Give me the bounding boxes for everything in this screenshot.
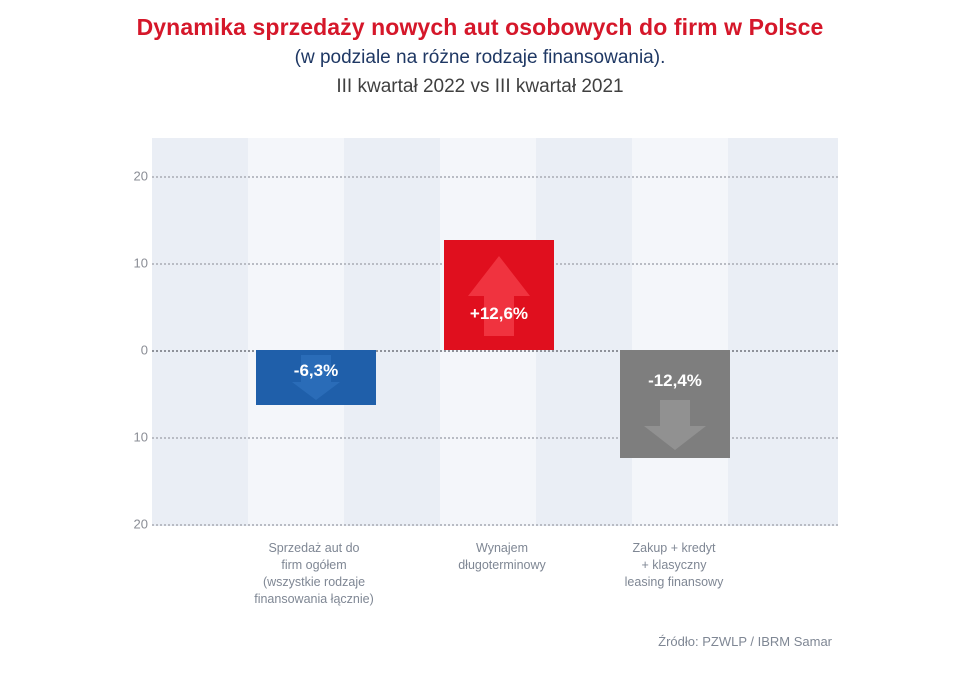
gridline-minus-20 bbox=[152, 524, 838, 526]
arrow-down-icon-2 bbox=[620, 350, 730, 458]
plot-band-1 bbox=[152, 138, 248, 526]
y-tick-label-minus-20: 20 bbox=[133, 516, 148, 532]
x-category-label-3-line-1: Zakup + kredyt bbox=[632, 541, 716, 555]
x-category-label-2 bbox=[412, 540, 592, 574]
chart-plot-area bbox=[152, 138, 838, 526]
plot-band-3 bbox=[344, 138, 440, 526]
x-category-label-1-line-4: finansowania łącznie) bbox=[254, 592, 374, 606]
page-subtitle: (w podziale na różne rodzaje finansowania). bbox=[294, 47, 666, 68]
bar-value-label-1: -6,3% bbox=[293, 361, 339, 380]
y-tick-label-10: 10 bbox=[133, 255, 148, 271]
bar-zakup-kredyt-leasing[interactable] bbox=[620, 350, 730, 458]
y-tick-label-0: 0 bbox=[140, 342, 148, 358]
bar-value-label-3: -12,4% bbox=[648, 371, 702, 390]
bar-wynajem-dlugoterminowy[interactable] bbox=[444, 240, 554, 350]
x-category-label-1-line-1: Sprzedaż aut do bbox=[268, 541, 360, 555]
arrow-up-icon bbox=[444, 240, 554, 350]
bar-sprzedaz-aut-do-firm-ogolem[interactable] bbox=[256, 350, 376, 405]
x-category-label-1-line-2: firm ogółem bbox=[281, 558, 347, 572]
gridline-20 bbox=[152, 176, 838, 178]
x-category-label-1 bbox=[224, 540, 404, 608]
gridline-minus-10 bbox=[152, 437, 838, 439]
plot-band-7 bbox=[728, 138, 838, 526]
source-note: Źródło: PZWLP / IBRM Samar bbox=[658, 634, 832, 649]
x-category-label-2-line-1: Wynajem bbox=[476, 541, 528, 555]
y-tick-label-20: 20 bbox=[133, 168, 148, 184]
x-category-label-1-line-3: (wszystkie rodzaje bbox=[262, 575, 366, 589]
plot-band-2 bbox=[248, 138, 344, 526]
x-category-label-3-line-3: leasing finansowy bbox=[624, 575, 724, 589]
x-category-label-2-line-2: długoterminowy bbox=[458, 558, 546, 572]
page-title: Dynamika sprzedaży nowych aut osobowych do firm w Polsce bbox=[136, 14, 824, 40]
x-category-label-3 bbox=[584, 540, 764, 591]
page-subtitle-secondary: III kwartał 2022 vs III kwartał 2021 bbox=[336, 76, 624, 97]
x-category-label-3-line-2: + klasyczny bbox=[641, 558, 707, 572]
bar-value-label-2: +12,6% bbox=[469, 304, 529, 323]
chart-titles bbox=[0, 12, 960, 101]
gridline-0 bbox=[152, 350, 838, 352]
plot-band-6 bbox=[632, 138, 728, 526]
y-tick-label-minus-10: 10 bbox=[133, 429, 148, 445]
